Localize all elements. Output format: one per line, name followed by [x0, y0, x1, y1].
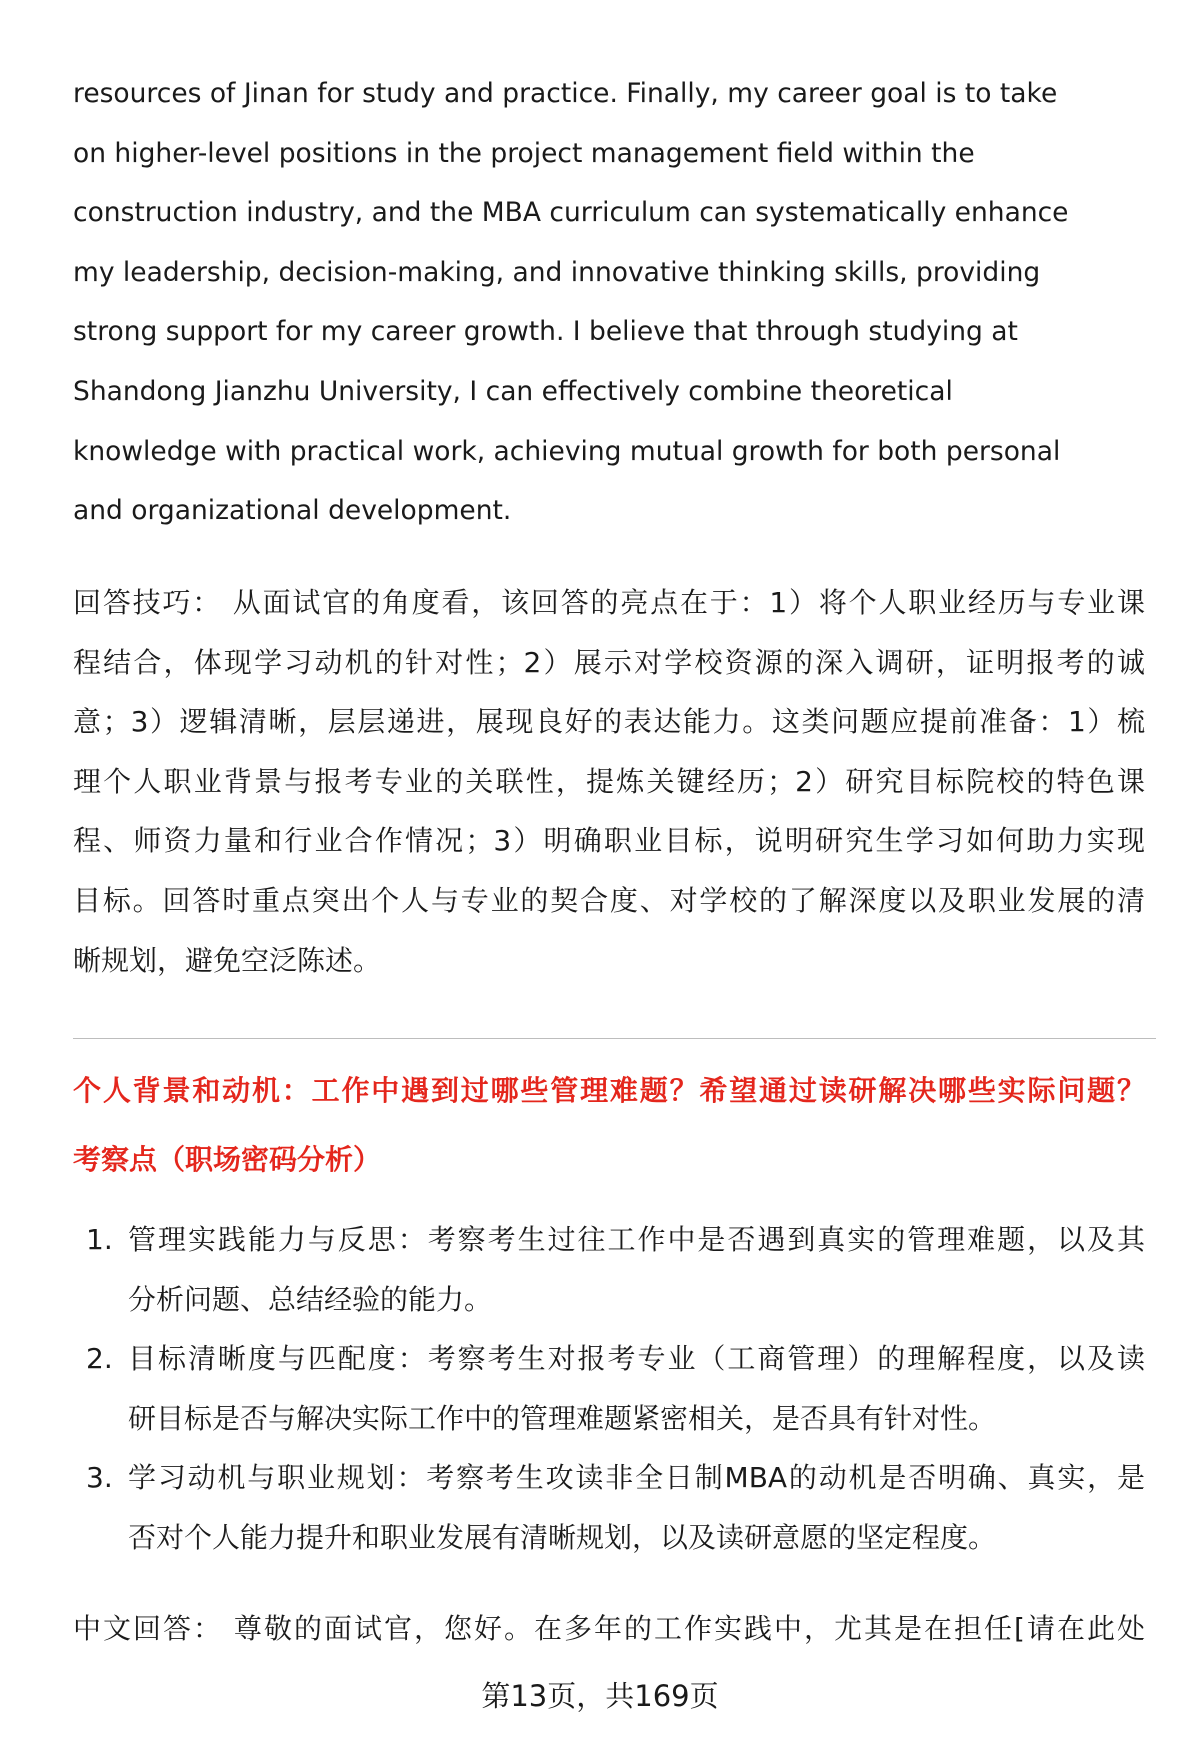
text-line: construction industry, and the MBA curriculum can systematically enhance [73, 197, 1069, 229]
text-line: 研目标是否与解决实际工作中的管理难题紧密相关，是否具有针对性。 [128, 1401, 997, 1435]
answer-text: 尊敬的面试官，您好。在多年的工作实践中，尤其是在担任[请在此处 [223, 1612, 1145, 1645]
text-line: my leadership, decision-making, and innovative thinking skills, providing [73, 256, 1041, 288]
tips-text: 从面试官的角度看，该回答的亮点在于：1）将个人职业经历与专业课 [222, 586, 1145, 619]
text-line: knowledge with practical work, achieving mutual growth for both personal [73, 435, 1061, 467]
text-line [73, 1599, 1145, 1659]
text-line: 程、师资力量和行业合作情况；3）明确职业目标，说明研究生学习如何助力实现 [73, 824, 1145, 858]
list-item [73, 1210, 1145, 1329]
text-line: Shandong Jianzhu University, I can effectively combine theoretical [73, 375, 953, 407]
text-line: strong support for my career growth. I believe that through studying at [73, 316, 1018, 348]
list-item [73, 1448, 1145, 1567]
text-line: and organizational development. [73, 495, 512, 527]
list-item-number: 2. [86, 1342, 113, 1376]
text-line: 意；3）逻辑清晰，层层递进，展现良好的表达能力。这类问题应提前准备：1）梳 [73, 705, 1145, 739]
text-line: 目标清晰度与匹配度：考察考生对报考专业（工商管理）的理解程度，以及读 [128, 1342, 1145, 1376]
answer-label: 中文回答： [73, 1612, 224, 1645]
list-item-number: 1. [86, 1223, 113, 1256]
text-line: resources of Jinan for study and practice. Finally, my career goal is to take [73, 78, 1058, 109]
text-line: 程结合，体现学习动机的针对性；2）展示对学校资源的深入调研，证明报考的诚 [73, 645, 1145, 679]
text-line [73, 573, 1145, 633]
text-line: 晰规划，避免空泛陈述。 [73, 943, 382, 977]
text-line: 分析问题、总结经验的能力。 [128, 1282, 493, 1316]
page-number: 第13页，共169页 [481, 1679, 719, 1713]
question-heading: 个人背景和动机：工作中遇到过哪些管理难题？希望通过读研解决哪些实际问题？ [73, 1074, 1145, 1107]
text-line: 理个人职业背景与报考专业的关联性，提炼关键经历；2）研究目标院校的特色课 [73, 764, 1145, 798]
text-line: 目标。回答时重点突出个人与专业的契合度、对学校的了解深度以及职业发展的清 [73, 883, 1145, 917]
tips-label: 回答技巧： [73, 586, 223, 619]
question-subheading: 考察点（职场密码分析） [73, 1142, 382, 1176]
text-line: 否对个人能力提升和职业发展有清晰规划，以及读研意愿的坚定程度。 [128, 1520, 997, 1554]
question-section [73, 1061, 1145, 1189]
text-line: 学习动机与职业规划：考察考生攻读非全日制MBA的动机是否明确、真实，是 [128, 1461, 1145, 1495]
assessment-points-list [73, 1210, 1145, 1568]
list-item-number: 3. [86, 1461, 113, 1495]
answer-tips-paragraph [73, 573, 1145, 990]
text-line: on higher-level positions in the project management field within the [73, 137, 975, 169]
list-item [73, 1329, 1145, 1448]
chinese-answer-paragraph [73, 1599, 1145, 1659]
section-divider [73, 1038, 1156, 1039]
text-line: 管理实践能力与反思：考察考生过往工作中是否遇到真实的管理难题，以及其 [128, 1223, 1145, 1256]
english-answer-paragraph [73, 64, 1145, 541]
